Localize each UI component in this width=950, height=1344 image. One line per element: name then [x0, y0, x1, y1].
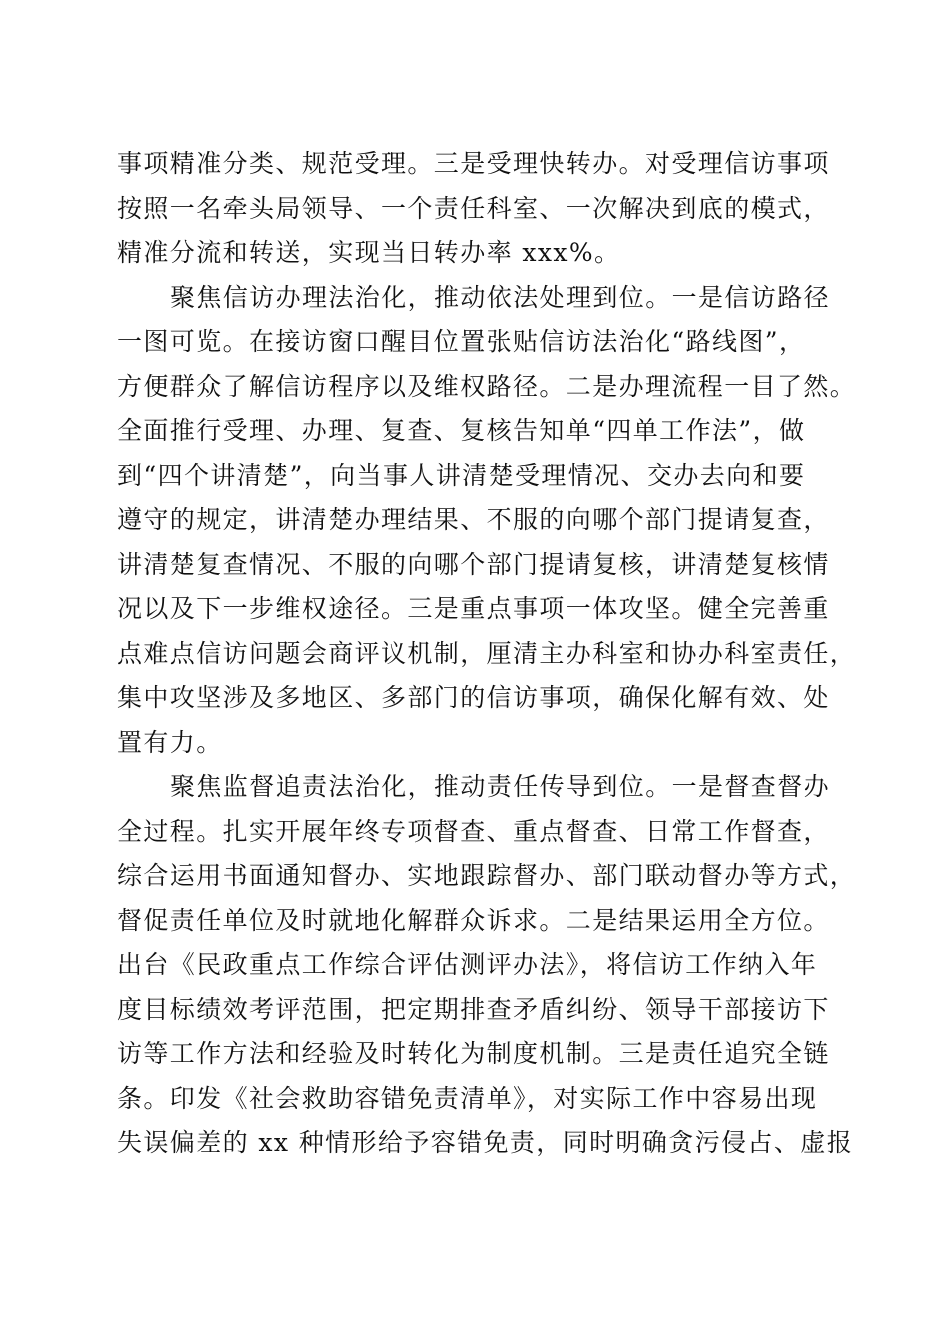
text-line: 按照一名牵头局领导、一个责任科室、一次解决到底的模式，	[117, 193, 830, 223]
text-line: 况以及下一步维权途径。三是重点事项一体攻坚。健全完善重	[117, 594, 830, 623]
document-body	[117, 142, 857, 1166]
text-line: 聚焦信访办理法治化，推动依法处理到位。一是信访路径	[170, 282, 831, 312]
text-line: 失误偏差的 xx 种情形给予容错免责，同时明确贪污侵占、虚报	[117, 1128, 854, 1157]
text-line: 遵守的规定，讲清楚办理结果、不服的向哪个部门提请复查，	[117, 505, 830, 534]
text-line: 出台《民政重点工作综合评估测评办法》，将信访工作纳入年	[117, 950, 818, 979]
text-line: 综合运用书面通知督办、实地跟踪督办、部门联动督办等方式，	[117, 861, 857, 890]
text-line: 集中攻坚涉及多地区、多部门的信访事项，确保化解有效、处	[117, 683, 830, 712]
text-line: 点难点信访问题会商评议机制，厘清主办科室和协办科室责任，	[117, 638, 857, 668]
text-line: 督促责任单位及时就地化解群众诉求。二是结果运用全方位。	[117, 905, 830, 935]
text-line: 到“四个讲清楚”，向当事人讲清楚受理情况、交办去向和要	[117, 460, 806, 490]
text-line: 置有力。	[117, 727, 223, 757]
text-line: 访等工作方法和经验及时转化为制度机制。三是责任追究全链	[117, 1039, 830, 1068]
text-line: 度目标绩效考评范围，把定期排查矛盾纠纷、领导干部接访下	[117, 994, 830, 1024]
text-line: 精准分流和转送，实现当日转办率 xxx%。	[117, 238, 621, 267]
text-line: 条。印发《社会救助容错免责清单》，对实际工作中容易出现	[117, 1083, 818, 1113]
text-line: 一图可览。在接访窗口醒目位置张贴信访法治化“路线图”，	[117, 327, 806, 356]
text-line: 全面推行受理、办理、复查、复核告知单“四单工作法”，做	[117, 416, 806, 445]
text-line: 聚焦监督追责法治化，推动责任传导到位。一是督查督办	[170, 772, 831, 801]
paragraph-acceptance-continued	[117, 142, 837, 276]
paragraph-handling-rule-of-law	[117, 276, 857, 766]
text-line: 全过程。扎实开展年终专项督查、重点督查、日常工作督查，	[117, 816, 830, 846]
text-line: 讲清楚复查情况、不服的向哪个部门提请复核，讲清楚复核情	[117, 549, 830, 579]
text-line: 方便群众了解信访程序以及维权路径。二是办理流程一目了然。	[117, 371, 857, 401]
text-line: 事项精准分类、规范受理。三是受理快转办。对受理信访事项	[117, 149, 830, 178]
paragraph-supervision-accountability	[117, 765, 857, 1166]
